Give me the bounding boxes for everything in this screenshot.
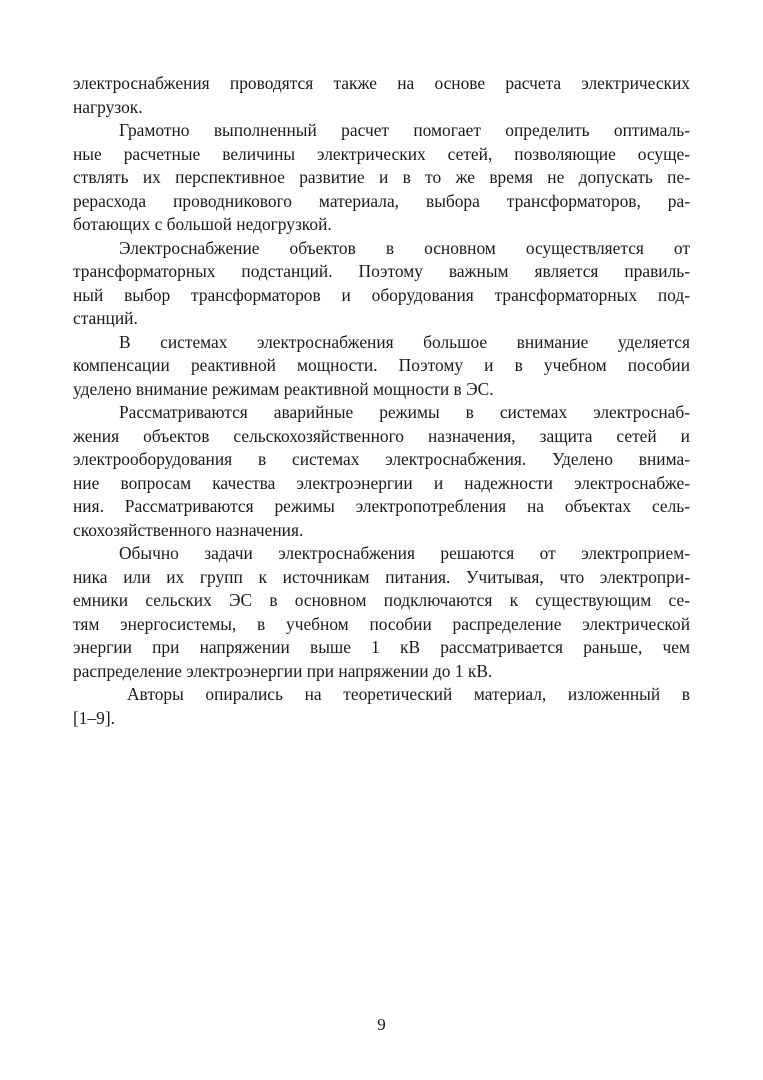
text-line: ный выбор трансформаторов и оборудования трансформаторных под- <box>73 284 690 305</box>
text-line: электроснабжения проводятся также на основе расчета электрических <box>73 73 690 93</box>
text-line: Рассматриваются аварийные режимы в системах электроснаб- <box>119 402 690 422</box>
text-line: станций. <box>73 308 138 328</box>
text-line: нагрузок. <box>73 96 143 117</box>
text-line: В системах электроснабжения большое внимание уделяется <box>119 331 690 352</box>
text-line: электрооборудования в системах электроснабжения. Уделено внима- <box>73 449 690 469</box>
paragraph-1 <box>73 72 690 119</box>
text-line: ния. Рассматриваются режимы электропотребления на объектах сель- <box>73 496 690 516</box>
text-line: уделено внимание режимам реактивной мощности в ЭС. <box>73 378 494 399</box>
document-page <box>73 72 690 730</box>
page-number: 9 <box>377 1015 386 1034</box>
text-line: рерасхода проводникового материала, выбора трансформаторов, ра- <box>73 190 690 211</box>
text-line: скохозяйственного назначения. <box>73 519 304 540</box>
paragraph-3 <box>73 237 690 331</box>
paragraph-7 <box>73 683 690 730</box>
paragraph-6 <box>73 542 690 683</box>
text-line: ботающих с большой недогрузкой. <box>73 214 332 234</box>
text-line: распределение электроэнергии при напряжении до 1 кВ. <box>73 660 493 681</box>
paragraph-5 <box>73 401 690 542</box>
text-line: Электроснабжение объектов в основном осуществляется от <box>119 237 690 258</box>
paragraph-2 <box>73 119 690 237</box>
text-line: Обычно задачи электроснабжения решаются от электроприем- <box>119 543 690 563</box>
text-line: компенсации реактивной мощности. Поэтому и в учебном пособии <box>73 355 690 375</box>
text-line: Грамотно выполненный расчет помогает определить оптималь- <box>119 120 690 140</box>
text-line: емники сельских ЭС в основном подключаются к существующим се- <box>73 590 690 610</box>
text-line: Авторы опирались на теоретический материал, изложенный в <box>127 684 690 704</box>
text-line: трансформаторных подстанций. Поэтому важным является правиль- <box>73 261 690 281</box>
text-line: [1–9]. <box>73 707 116 728</box>
text-line: ствлять их перспективное развитие и в то же время не допускать пе- <box>73 167 690 187</box>
text-line: ние вопросам качества электроэнергии и надежности электроснабже- <box>73 472 690 493</box>
paragraph-4 <box>73 331 690 402</box>
text-line: энергии при напряжении выше 1 кВ рассматривается раньше, чем <box>73 637 690 657</box>
text-line: ника или их групп к источникам питания. Учитывая, что электропри- <box>73 566 690 587</box>
text-line: ные расчетные величины электрических сетей, позволяющие осуще- <box>73 143 690 164</box>
text-line: тям энергосистемы, в учебном пособии распределение электрической <box>73 613 690 634</box>
text-line: жения объектов сельскохозяйственного назначения, защита сетей и <box>73 425 690 446</box>
